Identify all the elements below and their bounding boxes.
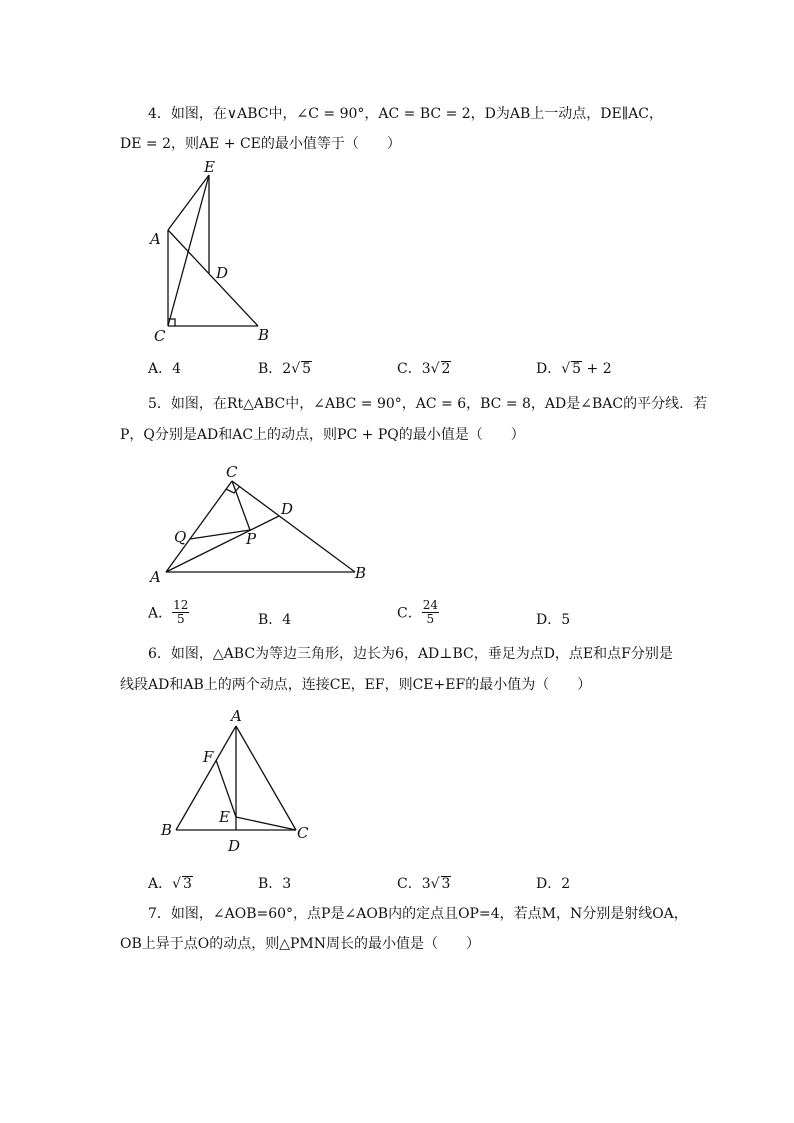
q5-label-d: D	[281, 500, 294, 518]
q5-stem-line1: 5．如图，在Rt△ABC中，∠ABC = 90°，AC = 6，BC = 8，AD是∠BAC的平分线．若	[148, 396, 708, 412]
q5-label-b: B	[355, 564, 367, 582]
q6-option-d[interactable]: D．2	[536, 876, 571, 892]
q6-label-b: B	[161, 821, 173, 839]
q4-option-b-sqrt: 5	[302, 361, 312, 377]
q7-stem-line1: 7．如图，∠AOB=60°，点P是∠AOB内的定点且OP=4，若点M，N分别是射线OA，	[148, 906, 688, 922]
q4-option-d-prefix: D．	[536, 361, 562, 377]
q4-stem-line2: DE = 2，则AE + CE的最小值等于（ ）	[120, 136, 401, 152]
q5-label-p: P	[246, 530, 257, 548]
q4-option-c-prefix: C．3	[397, 361, 431, 377]
q6-segment-ec	[236, 817, 296, 830]
radical-sign-icon: √	[172, 876, 182, 892]
q5-stem-line2: P，Q分别是AD和AC上的动点，则PC + PQ的最小值是（ ）	[120, 427, 525, 443]
q4-label-c: C	[154, 327, 166, 345]
radical-sign-icon: √	[291, 361, 301, 377]
q5-label-c: C	[226, 463, 238, 481]
q6-option-c-prefix: C．3	[397, 876, 431, 892]
radical-sign-icon: √	[430, 361, 440, 377]
q6-label-d: D	[228, 837, 241, 855]
q5-option-a-numerator: 12	[173, 598, 189, 612]
q6-stem-line1: 6．如图，△ABC为等边三角形，边长为6，AD⊥BC，垂足为点D，点E和点F分别是	[148, 646, 673, 662]
q6-option-b[interactable]: B．3	[258, 876, 292, 892]
q4-label-a: A	[150, 230, 161, 248]
q5-option-a-denominator: 5	[176, 612, 185, 626]
q5-label-a: A	[150, 568, 161, 586]
q4-label-b: B	[258, 326, 270, 344]
q6-option-c-sqrt: 3	[441, 876, 451, 892]
q4-option-d-suffix: + 2	[582, 361, 612, 377]
q5-option-b[interactable]: B．4	[258, 612, 292, 628]
q4-label-d: D	[216, 264, 229, 282]
radical-sign-icon: √	[430, 876, 440, 892]
q6-stem-line2: 线段AD和AB上的两个动点，连接CE，EF，则CE+EF的最小值为（ ）	[120, 677, 592, 693]
q4-option-d-sqrt: 5	[572, 361, 582, 377]
q5-option-a-prefix: A．	[148, 605, 173, 622]
q6-label-a: A	[231, 707, 242, 725]
q5-option-c-prefix: C．	[397, 605, 422, 622]
q4-option-a[interactable]: A．4	[148, 361, 182, 377]
q5-option-c-denominator: 5	[426, 612, 435, 626]
q7-stem-line2: OB上异于点O的动点，则△PMN周长的最小值是（ ）	[120, 936, 481, 952]
q5-option-d[interactable]: D．5	[536, 612, 571, 628]
q4-label-e: E	[204, 158, 215, 176]
q5-option-c-numerator: 24	[422, 598, 438, 612]
q6-option-a-prefix: A．	[148, 876, 173, 892]
q4-option-b-prefix: B．2	[258, 361, 292, 377]
q5-label-q: Q	[174, 528, 187, 546]
q4-option-c-sqrt: 2	[441, 361, 451, 377]
q6-option-a[interactable]	[148, 873, 193, 893]
q6-label-e: E	[219, 808, 230, 826]
q6-option-c[interactable]	[397, 873, 451, 893]
q6-option-a-sqrt: 3	[183, 876, 192, 892]
q4-stem-line1: 4．如图，在∨ABC中，∠C = 90°，AC = BC = 2，D为AB上一动点，DE∥AC，	[148, 106, 664, 122]
q6-label-f: F	[203, 748, 214, 766]
radical-sign-icon: √	[561, 361, 571, 377]
q6-label-c: C	[297, 824, 309, 842]
q6-segment-ac	[236, 726, 296, 830]
